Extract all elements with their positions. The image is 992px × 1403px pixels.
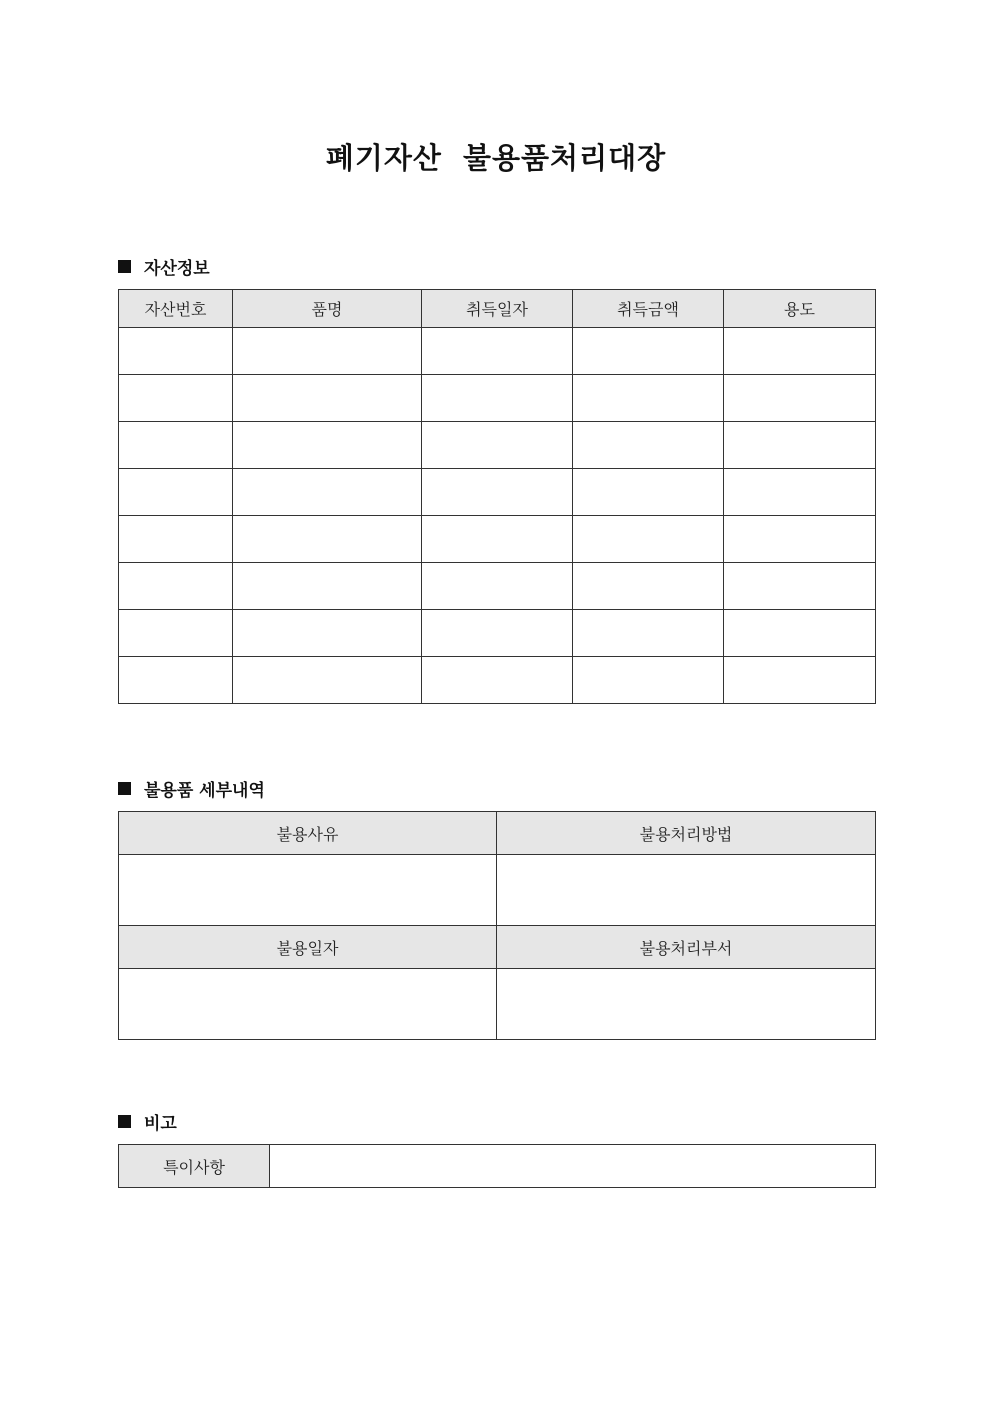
disposal-detail-table xyxy=(118,811,876,1040)
table-cell[interactable] xyxy=(724,610,876,657)
department-label: 불용처리부서 xyxy=(497,926,876,969)
table-row xyxy=(119,969,876,1040)
table-row xyxy=(119,469,876,516)
asset-info-table xyxy=(118,289,876,704)
table-header-row xyxy=(119,926,876,969)
table-cell[interactable] xyxy=(573,469,724,516)
section-heading-remarks xyxy=(118,1109,177,1134)
table-cell[interactable] xyxy=(119,657,233,704)
table-row xyxy=(119,422,876,469)
column-header-acquisition-date: 취득일자 xyxy=(422,290,573,328)
column-header-usage: 용도 xyxy=(724,290,876,328)
table-cell[interactable] xyxy=(422,422,573,469)
section-heading-label: 자산정보 xyxy=(144,259,210,279)
table-cell[interactable] xyxy=(233,563,422,610)
table-cell[interactable] xyxy=(573,657,724,704)
column-header-asset-number: 자산번호 xyxy=(119,290,233,328)
table-cell[interactable] xyxy=(422,657,573,704)
table-cell[interactable] xyxy=(233,422,422,469)
table-cell[interactable] xyxy=(724,422,876,469)
table-cell[interactable] xyxy=(119,563,233,610)
date-label: 불용일자 xyxy=(119,926,497,969)
table-cell[interactable] xyxy=(724,563,876,610)
table-cell[interactable] xyxy=(573,422,724,469)
table-cell[interactable] xyxy=(422,375,573,422)
table-cell[interactable] xyxy=(119,422,233,469)
table-cell[interactable] xyxy=(233,328,422,375)
table-cell[interactable] xyxy=(119,375,233,422)
section-heading-detail xyxy=(118,776,265,801)
table-cell[interactable] xyxy=(573,328,724,375)
page-title: 폐기자산 불용품처리대장 xyxy=(325,141,667,175)
table-cell[interactable] xyxy=(724,469,876,516)
method-field[interactable] xyxy=(497,855,876,926)
table-cell[interactable] xyxy=(233,516,422,563)
square-bullet-icon xyxy=(118,782,131,795)
table-row xyxy=(119,328,876,375)
table-cell[interactable] xyxy=(422,328,573,375)
table-cell[interactable] xyxy=(422,469,573,516)
special-note-field[interactable] xyxy=(270,1145,876,1188)
section-heading-label: 비고 xyxy=(144,1114,177,1134)
table-cell[interactable] xyxy=(422,516,573,563)
section-heading-asset-info xyxy=(118,254,210,279)
table-row xyxy=(119,375,876,422)
table-row xyxy=(119,563,876,610)
table-row xyxy=(119,855,876,926)
table-cell[interactable] xyxy=(724,516,876,563)
special-note-label: 특이사항 xyxy=(119,1145,270,1188)
table-cell[interactable] xyxy=(724,328,876,375)
square-bullet-icon xyxy=(118,260,131,273)
table-cell[interactable] xyxy=(724,375,876,422)
remarks-table xyxy=(118,1144,876,1188)
method-label: 불용처리방법 xyxy=(497,812,876,855)
table-header-row xyxy=(119,812,876,855)
table-cell[interactable] xyxy=(233,375,422,422)
table-cell[interactable] xyxy=(724,657,876,704)
reason-field[interactable] xyxy=(119,855,497,926)
table-header-row xyxy=(119,290,876,328)
table-cell[interactable] xyxy=(573,516,724,563)
table-row xyxy=(119,657,876,704)
table-cell[interactable] xyxy=(119,469,233,516)
reason-label: 불용사유 xyxy=(119,812,497,855)
column-header-item-name: 품명 xyxy=(233,290,422,328)
department-field[interactable] xyxy=(497,969,876,1040)
date-field[interactable] xyxy=(119,969,497,1040)
table-cell[interactable] xyxy=(573,375,724,422)
table-cell[interactable] xyxy=(119,328,233,375)
table-row xyxy=(119,1145,876,1188)
table-cell[interactable] xyxy=(119,516,233,563)
table-cell[interactable] xyxy=(119,610,233,657)
table-row xyxy=(119,610,876,657)
table-cell[interactable] xyxy=(233,469,422,516)
table-cell[interactable] xyxy=(422,610,573,657)
column-header-acquisition-amount: 취득금액 xyxy=(573,290,724,328)
table-cell[interactable] xyxy=(233,610,422,657)
table-cell[interactable] xyxy=(573,610,724,657)
table-cell[interactable] xyxy=(422,563,573,610)
table-cell[interactable] xyxy=(233,657,422,704)
section-heading-label: 불용품 세부내역 xyxy=(144,781,265,801)
square-bullet-icon xyxy=(118,1115,131,1128)
table-cell[interactable] xyxy=(573,563,724,610)
table-row xyxy=(119,516,876,563)
